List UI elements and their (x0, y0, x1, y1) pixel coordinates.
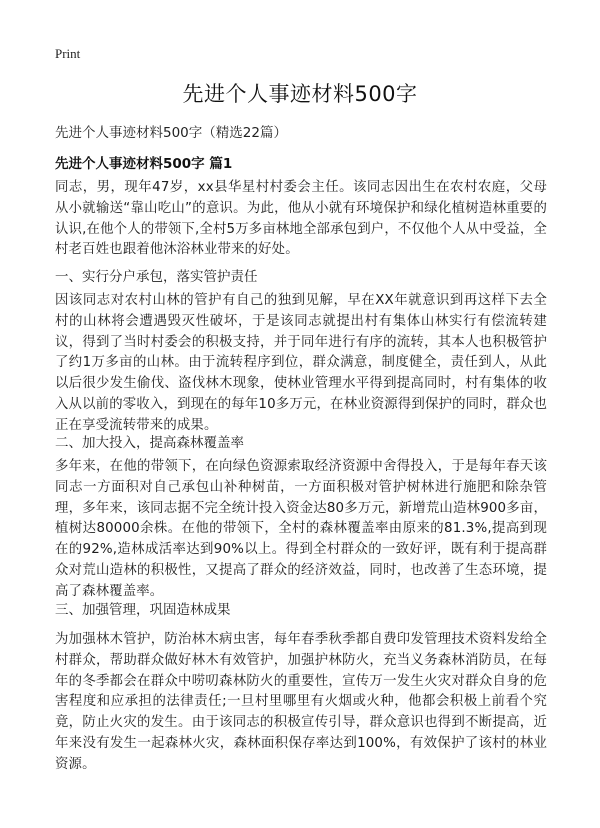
section-body-2: 多年来，在他的带领下，在向绿色资源索取经济资源中舍得投入，于是每年春天该同志一方面积对自己承包山补种树苗，一方面积极对管护树林进行施肥和除杂管理，多年来，该同志据不完全统计投入资金达80多万元，新增荒山造林900多亩，植树达80000余株。在他的带领下，全村的森林覆盖率由原来的81.3%,提高到现在的92%,造林成活率达到90%以上。得到全村群众的一致好评，既有利于提高群众对荒山造林的积极性，又提高了群众的经济效益，同时，也改善了生态环境，提高了森林覆盖率。 (55, 459, 547, 599)
section-heading-1: 一、实行分户承包，落实管护责任 (55, 269, 258, 285)
page-title: 先进个人事迹材料500字 (182, 82, 418, 106)
section-body-1: 因该同志对农村山林的管护有自己的独到见解，早在XX年就意识到再这样下去全村的山林将会遭遇毁灭性破坏，于是该同志就提出村有集体山林实行有偿流转建议，得到了当时村委会的积极支持，并于同年进行有序的流转，其本人也积极管护了约1万多亩的山林。由于流转程序到位，群众满意，制度健全，责任到人，从此以后很少发生偷伐、盗伐林木现象，使林业管理水平得到提高同时，村有集体的收入从以前的零收入，到现在的每年10多万元，在林业资源得到保护的同时，群众也正在享受流转带来的成果。 (55, 293, 547, 433)
article-heading: 先进个人事迹材料500字 篇1 (55, 156, 233, 172)
document-subtitle: 先进个人事迹材料500字（精选22篇） (55, 125, 287, 141)
section-heading-3: 三、加强管理，巩固造林成果 (55, 602, 231, 618)
section-heading-2: 二、加大投入，提高森林覆盖率 (55, 435, 244, 451)
intro-paragraph: 同志，男，现年47岁，xx县华星村村委会主任。该同志因出生在农村农庭，父母从小就输送“靠山吃山”的意识。为此，他从小就有环境保护和绿化植树造林重要的认识,在他个人的带领下,全村5万多亩林地全部承包到户，不仅他个人从中受益，全村老百姓也跟着他沐浴林业带来的好处。 (55, 180, 547, 258)
section-body-3: 为加强林木管护，防治林木病虫害，每年春季秋季都自费印发管理技术资料发给全村群众，帮助群众做好林木有效管护，加强护林防火，充当义务森林消防员，在每年的冬季都会在群众中唠叨森林防火的重要性，宣传万一发生火灾对群众自身的危害程度和应承担的法律责任;一旦村里哪里有火烟或火种，他都会积极上前看个究竟，防止火灾的发生。由于该同志的积极宣传引导，群众意识也得到不断提高，近年来没有发生一起森林火灾，森林面积保存率达到100%，有效保护了该村的林业资源。 (55, 632, 547, 772)
print-label[interactable]: Print (55, 46, 81, 61)
